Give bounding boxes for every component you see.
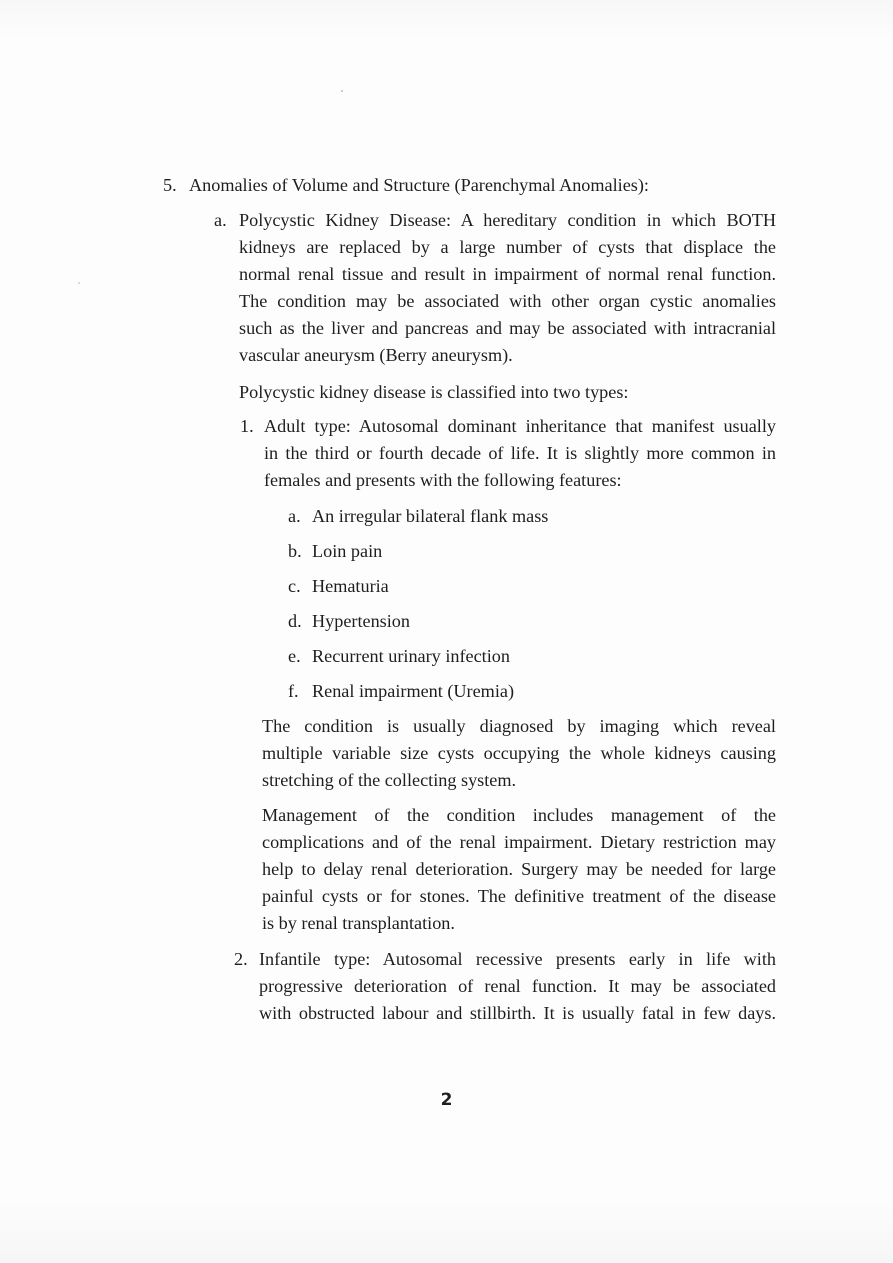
classification-sentence: Polycystic kidney disease is classified into two types: — [239, 382, 629, 402]
type-2-line-2: progressive deterioration of renal function. It may be associated — [259, 976, 776, 996]
type-1-line-1: Adult type: Autosomal dominant inheritance that manifest usually — [264, 416, 776, 436]
feature-marker: d. — [288, 611, 302, 631]
section-number: 5. — [163, 175, 177, 195]
item-a-line-2: kidneys are replaced by a large number of cysts that displace the — [239, 237, 776, 257]
type-2-line-3: with obstructed labour and stillbirth. It is usually fatal in few days. — [259, 1003, 776, 1023]
feature-marker: b. — [288, 541, 302, 561]
item-a-line-4: The condition may be associated with other organ cystic anomalies — [239, 291, 776, 311]
management-line-4: painful cysts or for stones. The definitive treatment of the disease — [262, 886, 776, 906]
feature-marker: e. — [288, 646, 301, 666]
diagnosis-line-3: stretching of the collecting system. — [262, 770, 517, 790]
management-line-3: help to delay renal deterioration. Surgery may be needed for large — [262, 859, 776, 879]
type-1-marker: 1. — [240, 416, 254, 436]
item-a-marker: a. — [214, 210, 227, 230]
item-a-line-6: vascular aneurysm (Berry aneurysm). — [239, 345, 513, 365]
diagnosis-line-1: The condition is usually diagnosed by imaging which reveal — [262, 716, 776, 736]
feature-item: Hematuria — [312, 576, 389, 596]
scan-speck — [78, 282, 80, 284]
feature-item: Loin pain — [312, 541, 383, 561]
management-line-1: Management of the condition includes management of the — [262, 805, 776, 825]
type-1-line-3: females and presents with the following features: — [264, 470, 622, 490]
feature-marker: a. — [288, 506, 301, 526]
section-heading: Anomalies of Volume and Structure (Parenchymal Anomalies): — [189, 175, 649, 195]
type-2-line-1: Infantile type: Autosomal recessive presents early in life with — [259, 949, 776, 969]
type-1-line-2: in the third or fourth decade of life. It is slightly more common in — [264, 443, 776, 463]
diagnosis-line-2: multiple variable size cysts occupying the whole kidneys causing — [262, 743, 776, 763]
scan-speck — [341, 90, 343, 92]
feature-item: Renal impairment (Uremia) — [312, 681, 515, 701]
item-a-line-1: Polycystic Kidney Disease: A hereditary condition in which BOTH — [239, 210, 776, 230]
feature-item: Hypertension — [312, 611, 410, 631]
item-a-line-5: such as the liver and pancreas and may be associated with intracranial — [239, 318, 776, 338]
item-a-line-3: normal renal tissue and result in impairment of normal renal function. — [239, 264, 776, 284]
management-line-5: is by renal transplantation. — [262, 913, 455, 933]
feature-item: An irregular bilateral flank mass — [312, 506, 549, 526]
type-2-marker: 2. — [234, 949, 248, 969]
feature-marker: f. — [288, 681, 299, 701]
page-number: 2 — [440, 1090, 453, 1110]
management-line-2: complications and of the renal impairment. Dietary restriction may — [262, 832, 776, 852]
feature-item: Recurrent urinary infection — [312, 646, 510, 666]
feature-marker: c. — [288, 576, 301, 596]
